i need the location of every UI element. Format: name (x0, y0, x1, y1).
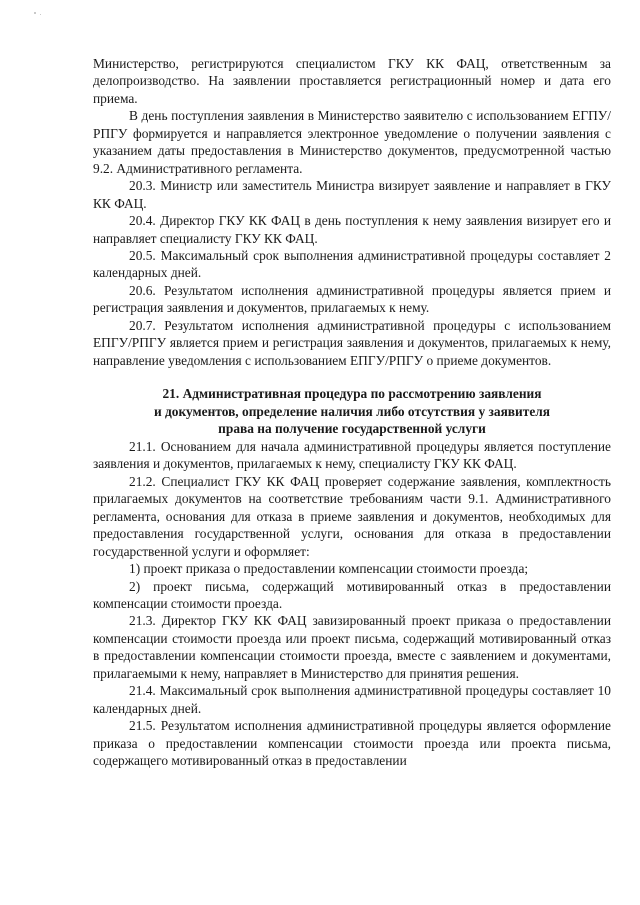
paragraph: 21.1. Основанием для начала административной процедуры является поступление заявления и документов, прилагаемых к нему, специалисту ГКУ КК ФАЦ. (93, 438, 611, 472)
list-item: 2) проект письма, содержащий мотивированный отказ в предоставлении компенсации стоимости проезда. (93, 578, 611, 612)
paragraph: 21.3. Директор ГКУ КК ФАЦ завизированный проект приказа о предоставлении компенсации стоимости проезда или проект письма, содержащий мотивированный отказ в предоставлении компенсации стоимости проезда, вместе с заявлением и документами, прилагаемыми к нему, направляет в Министерство для принятия решения. (93, 613, 611, 681)
scan-speck (34, 12, 36, 14)
paragraph: 20.3. Министр или заместитель Министра визирует заявление и направляет в ГКУ КК ФАЦ. (93, 178, 611, 211)
scan-speck (40, 14, 41, 15)
paragraph: Министерство, регистрируются специалистом ГКУ КК ФАЦ, ответственным за делопроизводство. На заявлении проставляется регистрационный номер и дата его приема. (93, 56, 611, 106)
paragraph: 21.2. Специалист ГКУ КК ФАЦ проверяет содержание заявления, комплектность прилагаемых документов на соответствие требованиям части 9.1. Административного регламента, основания для отказа в приеме заявления и документов, необходимых для предоставления государственной услуги, основания для отказа в предоставлении государственной услуги и оформляет: (93, 473, 611, 559)
document-body (93, 55, 611, 770)
section-heading-line: и документов, определение наличия либо отсутствия у заявителя (153, 403, 551, 419)
paragraph: 21.5. Результатом исполнения административной процедуры является оформление приказа о предоставлении компенсации стоимости проезда или проекта письма, содержащего мотивированный отказ в предоставлении (93, 718, 611, 769)
paragraph: 20.7. Результатом исполнения административной процедуры с использованием ЕПГУ/РПГУ является прием и регистрация заявления и документов, прилагаемых к нему, направление уведомления с использованием ЕПГУ/РПГУ о приеме документов. (93, 317, 611, 368)
section-heading (93, 385, 611, 438)
paragraph: В день поступления заявления в Министерство заявителю с использованием ЕГПУ/РПГУ формируется и направляется электронное уведомление о получении заявления с указанием даты предоставления в Министерство документов, предусмотренной частью 9.2. Административного регламента. (93, 108, 611, 176)
section-heading-line: права на получение государственной услуги (218, 421, 486, 437)
paragraph: 20.6. Результатом исполнения административной процедуры является прием и регистрация заявления и документов, прилагаемых к нему. (93, 282, 611, 316)
paragraph: 21.4. Максимальный срок выполнения административной процедуры составляет 10 календарных дней. (93, 683, 611, 716)
paragraph: 20.4. Директор ГКУ КК ФАЦ в день поступления к нему заявления визирует его и направляет специалисту ГКУ КК ФАЦ. (93, 213, 611, 246)
section-heading-line: 21. Административная процедура по рассмотрению заявления (162, 386, 542, 402)
list-item: 1) проект приказа о предоставлении компенсации стоимости проезда; (129, 561, 529, 577)
paragraph: 20.5. Максимальный срок выполнения административной процедуры составляет 2 календарных дней. (93, 247, 611, 281)
